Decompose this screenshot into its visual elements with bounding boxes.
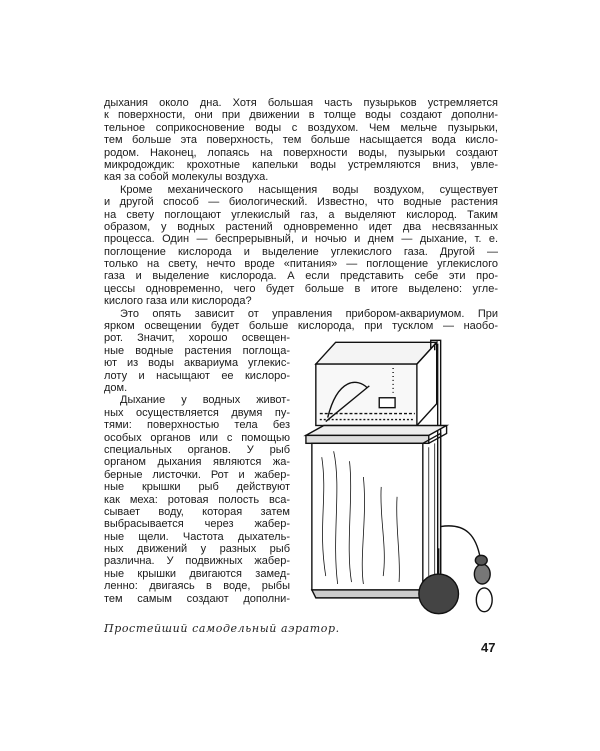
text-line: ные щели. Частота дыхатель- [104,530,290,543]
text-line: ленно: двигаясь в воде, рыбы [104,580,290,593]
text-line: рот. Значит, хорошо освещен- [104,332,290,345]
text-line: кислого газа или кислорода? [104,295,252,308]
text-line: процесса. Один — беспрерывный, и ночью и днем — дыхание, т. е. [104,233,498,246]
text-line: дом. [104,381,128,394]
text-line: тями: поверхностью тела без [104,419,290,432]
figure-caption: Простейший самодельный аэратор. [104,622,340,635]
text-line: кая за собой молекулы воздуха. [104,171,269,184]
text-line: на свету поглощают углекислый газ, а выделяют кислород. Таким [104,208,498,221]
text-line: только на свету, нечто вроде «питания» — поглощение углекислого [104,258,498,271]
text-line: поглощение кислорода и выделение углекислого газа. Другой — [104,245,498,258]
text-line: родом. Наконец, лопаясь на поверхности воды, пузырьки создают [104,146,498,159]
text-line: особых органов или с помощью [104,431,290,444]
text-line: Дыхание у водных живот- [120,394,290,407]
text-line: тем больше эта поверхность, тем больше насыщается вода кисло- [104,134,498,147]
text-line: берные листочки. Рот и жабер- [104,468,290,481]
text-line: цессы одновременно, чего будет больше в итоге выделено: угле- [104,282,498,295]
text-line: микродождик: крохотные капельки воды устремляются вниз, увле- [104,158,498,171]
text-line: специальных органов. У рыб [104,443,290,456]
text-line: лоту и насыщают ее кислоро- [104,369,290,382]
text-line: ные крышки рыб действуют [104,481,290,494]
text-line: ных осуществляется двумя пу- [104,406,290,419]
text-line: выбрасывается через жабер- [104,518,290,531]
text-line: к поверхности, они при движении в толще воды создают дополни- [104,109,498,122]
text-line: газа и выделение кислорода. А если представить себе эти про- [104,270,498,283]
text-line: ют из воды аквариума углекис- [104,357,290,370]
text-line: как меха: ротовая полость вса- [104,493,290,506]
text-line: образом, у водных растений одновременно идет два несвязанных [104,220,498,233]
page-number: 47 [481,640,496,655]
text-line: сывает воду, которая затем [104,505,290,518]
text-line: ные крышки двигаются замед- [104,567,290,580]
text-line: тем самым создают дополни- [104,592,290,605]
text-line: ных движений у разных рыб [104,543,290,556]
aerator-illustration [298,338,510,618]
text-line: различна. У подвижных жабер- [104,555,290,568]
text-line: органом дыхания являются жа- [104,456,290,469]
text-line: дыхания около дна. Хотя большая часть пузырьков устремляется [104,97,498,109]
text-line: Кроме механического насыщения воды воздухом, существует [120,183,498,196]
text-line: ярком освещении будет больше кислорода, при тусклом — наобо- [104,320,498,333]
text-line: ные водные растения поглоща- [104,344,290,357]
text-line: Это опять зависит от управления прибором-аквариумом. При [120,307,498,320]
text-line: тельное соприкосновение воды с воздухом. Чем мельче пузырьки, [104,121,498,134]
text-line: и другой способ — биологический. Известно, что водные растения [104,196,498,209]
